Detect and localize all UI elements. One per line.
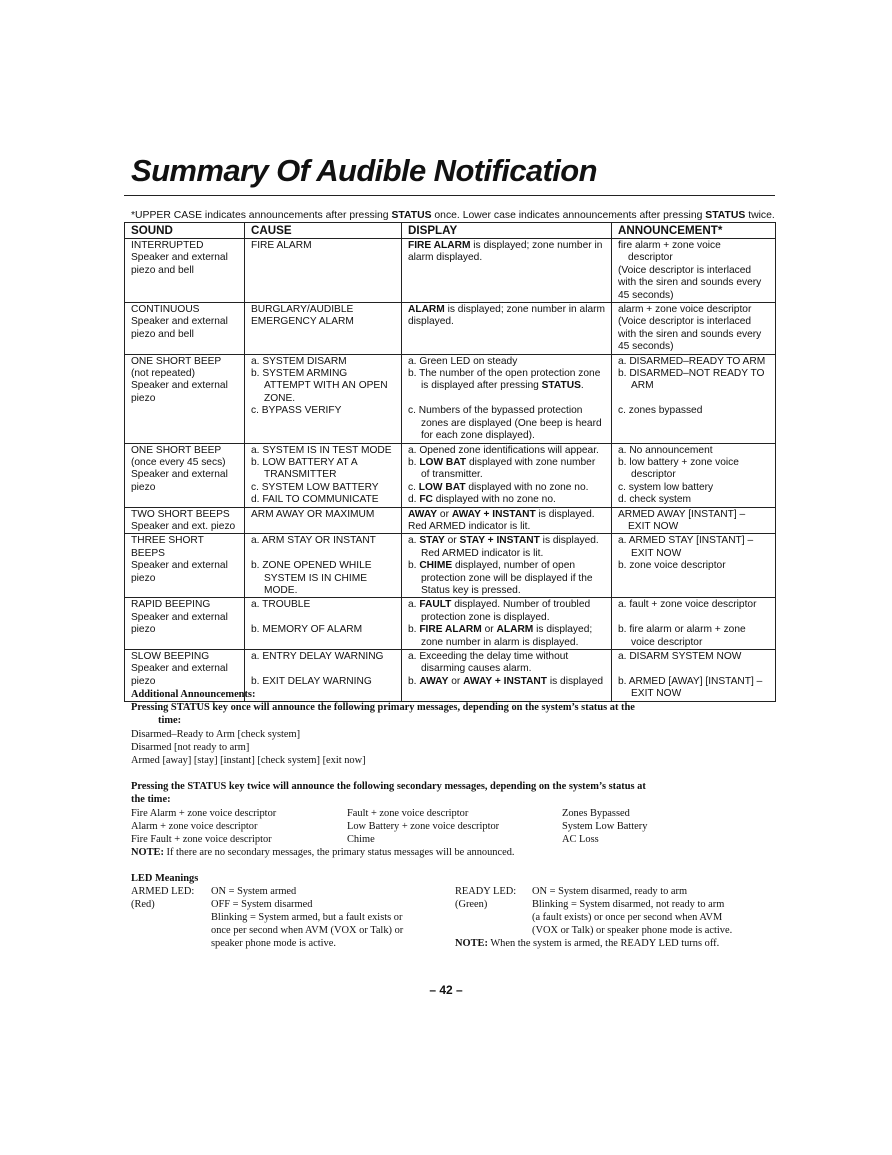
cell-line: Speaker and external bbox=[131, 560, 228, 572]
cell-line: b. EXIT DELAY WARNING bbox=[251, 675, 372, 687]
cell-cause bbox=[245, 534, 402, 598]
cell-line: piezo bbox=[131, 392, 156, 404]
cell-cause bbox=[245, 239, 402, 303]
cell-line: alarm + zone voice descriptor (Voice descriptor is interlaced with the siren and sounds every 45 seconds) bbox=[618, 304, 762, 353]
armed-led-line: ON = System armed bbox=[211, 886, 297, 897]
cell-line: b. SYSTEM ARMING ATTEMPT WITH AN OPEN ZONE. bbox=[251, 368, 388, 404]
cell-line: c. Numbers of the bypassed protection zones are displayed (One beep is heard for each zone displayed). bbox=[408, 405, 602, 442]
cell-line: BURGLARY/AUDIBLE EMERGENCY ALARM bbox=[251, 304, 354, 328]
ready-led-label: READY LED: bbox=[455, 886, 517, 897]
cell-sound bbox=[125, 443, 245, 507]
cell-cause bbox=[245, 598, 402, 650]
upper-case-note: *UPPER CASE indicates announcements after pressing STATUS once. Lower case indicates announcements after pressing STATUS twice. bbox=[131, 210, 775, 221]
audible-notification-table bbox=[124, 222, 776, 702]
cell-line: a. FAULT displayed. Number of troubled protection zone is displayed. bbox=[408, 599, 591, 623]
table-row bbox=[125, 354, 776, 443]
cell-line: BEEPS bbox=[131, 547, 165, 559]
cell-display bbox=[402, 443, 612, 507]
cell-sound bbox=[125, 507, 245, 534]
armed-led-color: (Red) bbox=[131, 899, 155, 910]
armed-led-label: ARMED LED: bbox=[131, 886, 195, 897]
led-heading: LED Meanings bbox=[131, 873, 199, 884]
note-label: NOTE: bbox=[455, 938, 488, 949]
cell-spacer bbox=[618, 393, 770, 405]
cell-line: b. CHIME displayed, number of open protection zone will be displayed if the Status key is pressed. bbox=[408, 560, 593, 596]
cell-line: (once every 45 secs) bbox=[131, 456, 226, 468]
column-header-announcement: ANNOUNCEMENT* bbox=[612, 223, 776, 239]
cell-spacer bbox=[251, 548, 396, 560]
armed-led-line: speaker phone mode is active. bbox=[211, 938, 336, 949]
primary-intro-cont: time: bbox=[158, 715, 182, 726]
cell-line: a. Opened zone identifications will appear. bbox=[408, 444, 599, 456]
cell-line: piezo and bell bbox=[131, 328, 194, 340]
primary-item: Armed [away] [stay] [instant] [check system] [exit now] bbox=[131, 755, 366, 766]
cell-announcement bbox=[612, 534, 776, 598]
ready-led-line: Blinking = System disarmed, not ready to arm bbox=[532, 899, 725, 910]
table-row bbox=[125, 443, 776, 507]
cell-display bbox=[402, 354, 612, 443]
cell-spacer bbox=[251, 612, 396, 624]
cell-line: a. SYSTEM DISARM bbox=[251, 355, 347, 367]
table-header-row bbox=[125, 223, 776, 239]
cell-display bbox=[402, 534, 612, 598]
table-row bbox=[125, 507, 776, 534]
cell-line: ALARM is displayed; zone number in alarm displayed. bbox=[408, 304, 606, 328]
note-text: When the system is armed, the READY LED turns off. bbox=[487, 938, 720, 949]
cell-line: ARMED AWAY [INSTANT] – bbox=[618, 508, 746, 520]
cell-spacer bbox=[618, 612, 770, 624]
primary-intro: Pressing STATUS key once will announce the following primary messages, depending on the system’s status at the bbox=[131, 702, 635, 713]
ready-led-line: (VOX or Talk) or speaker phone mode is active. bbox=[532, 925, 733, 936]
secondary-item: Fire Fault + zone voice descriptor bbox=[131, 834, 272, 845]
cell-display bbox=[402, 598, 612, 650]
cell-line: FIRE ALARM is displayed; zone number in alarm displayed. bbox=[408, 240, 603, 264]
cell-cause bbox=[245, 354, 402, 443]
secondary-item: Fault + zone voice descriptor bbox=[347, 808, 469, 819]
secondary-intro: Pressing the STATUS key twice will announce the following secondary messages, depending on the system’s status at bbox=[131, 781, 646, 792]
cell-line: fire alarm + zone voice bbox=[618, 240, 721, 251]
cell-line: FIRE ALARM bbox=[251, 240, 312, 251]
cell-line: (not repeated) bbox=[131, 368, 195, 380]
cell-display bbox=[402, 303, 612, 355]
cell-line: c. LOW BAT displayed with no zone no. bbox=[408, 481, 589, 493]
cell-cause bbox=[245, 443, 402, 507]
secondary-item: Zones Bypassed bbox=[562, 808, 630, 819]
cell-cause bbox=[245, 303, 402, 355]
cell-line: piezo and bell bbox=[131, 264, 194, 276]
note-label: NOTE: bbox=[131, 847, 164, 858]
cell-announcement bbox=[612, 239, 776, 303]
cell-line: piezo bbox=[131, 572, 156, 584]
cell-line: a. STAY or STAY + INSTANT is displayed. Red ARMED indicator is lit. bbox=[408, 535, 599, 559]
cell-line: Speaker and external bbox=[131, 469, 228, 481]
cell-announcement bbox=[612, 443, 776, 507]
cell-line: piezo bbox=[131, 675, 156, 687]
cell-line: b. AWAY or AWAY + INSTANT is displayed bbox=[408, 675, 604, 687]
cell-line: Speaker and external bbox=[131, 380, 228, 392]
cell-line: piezo bbox=[131, 624, 156, 636]
cell-line: b. zone voice descriptor bbox=[618, 560, 726, 572]
ready-led-line: ON = System disarmed, ready to arm bbox=[532, 886, 688, 897]
cell-announcement bbox=[612, 354, 776, 443]
cell-line: ONE SHORT BEEP bbox=[131, 444, 222, 456]
cell-line: INTERRUPTED bbox=[131, 240, 204, 251]
ready-led-note bbox=[455, 937, 719, 950]
additional-heading: Additional Announcements: bbox=[131, 689, 256, 700]
cell-line: d. FAIL TO COMMUNICATE bbox=[251, 494, 379, 506]
cell-sound bbox=[125, 354, 245, 443]
table-row bbox=[125, 303, 776, 355]
cell-line: SLOW BEEPING bbox=[131, 651, 210, 662]
cell-spacer bbox=[251, 663, 396, 675]
cell-line: a. DISARMED–READY TO ARM bbox=[618, 355, 766, 367]
cell-announcement bbox=[612, 650, 776, 702]
cell-line: descriptor bbox=[628, 252, 673, 264]
cell-line: AWAY or AWAY + INSTANT is displayed. Red ARMED indicator is lit. bbox=[408, 508, 595, 532]
cell-line: EXIT NOW bbox=[628, 520, 679, 532]
cell-line: b. ZONE OPENED WHILE SYSTEM IS IN CHIME MODE. bbox=[251, 560, 372, 596]
column-header-display: DISPLAY bbox=[402, 223, 612, 239]
secondary-item: System Low Battery bbox=[562, 821, 648, 832]
cell-line: c. system low battery bbox=[618, 481, 714, 493]
cell-line: ARM AWAY OR MAXIMUM bbox=[251, 508, 375, 520]
ready-led-line: (a fault exists) or once per second when AVM bbox=[532, 912, 723, 923]
cell-line: Speaker and external bbox=[131, 663, 228, 675]
cell-sound bbox=[125, 598, 245, 650]
armed-led-line: OFF = System disarmed bbox=[211, 899, 313, 910]
cell-line: a. Exceeding the delay time without disarming causes alarm. bbox=[408, 651, 569, 675]
cell-line: c. BYPASS VERIFY bbox=[251, 405, 342, 417]
cell-line: b. MEMORY OF ALARM bbox=[251, 624, 363, 636]
cell-line: Speaker and external bbox=[131, 252, 228, 264]
cell-line: Speaker and ext. piezo bbox=[131, 520, 236, 532]
cell-line: a. ARM STAY OR INSTANT bbox=[251, 535, 376, 547]
cell-cause bbox=[245, 650, 402, 702]
cell-sound bbox=[125, 534, 245, 598]
column-header-cause: CAUSE bbox=[245, 223, 402, 239]
column-header-sound: SOUND bbox=[125, 223, 245, 239]
cell-line: b. DISARMED–NOT READY TO ARM bbox=[618, 368, 765, 392]
table-row bbox=[125, 534, 776, 598]
cell-line: a. ARMED STAY [INSTANT] – EXIT NOW bbox=[618, 535, 754, 559]
cell-line: a. fault + zone voice descriptor bbox=[618, 599, 757, 611]
cell-line: RAPID BEEPING bbox=[131, 599, 211, 611]
cell-line: ONE SHORT BEEP bbox=[131, 355, 222, 367]
cell-line: d. FC displayed with no zone no. bbox=[408, 494, 556, 506]
cell-line: Speaker and external bbox=[131, 611, 228, 623]
cell-display bbox=[402, 650, 612, 702]
cell-line: b. fire alarm or alarm + zone voice descriptor bbox=[618, 624, 746, 648]
cell-line: a. Green LED on steady bbox=[408, 355, 518, 367]
cell-line: c. zones bypassed bbox=[618, 405, 703, 417]
secondary-item: Chime bbox=[347, 834, 375, 845]
cell-line: b. The number of the open protection zone is displayed after pressing STATUS. bbox=[408, 368, 601, 392]
cell-line: b. FIRE ALARM or ALARM is displayed; zone number in alarm is displayed. bbox=[408, 624, 593, 648]
cell-sound bbox=[125, 239, 245, 303]
cell-display bbox=[402, 239, 612, 303]
cell-line: c. SYSTEM LOW BATTERY bbox=[251, 481, 379, 493]
cell-announcement bbox=[612, 598, 776, 650]
table-row bbox=[125, 598, 776, 650]
cell-line: a. SYSTEM IS IN TEST MODE bbox=[251, 444, 392, 456]
cell-line: a. ENTRY DELAY WARNING bbox=[251, 651, 384, 662]
page-number: – 42 – bbox=[429, 983, 463, 997]
cell-line: d. check system bbox=[618, 494, 692, 506]
armed-led-line: once per second when AVM (VOX or Talk) or bbox=[211, 925, 404, 936]
title-rule bbox=[124, 195, 775, 196]
page-title: Summary Of Audible Notification bbox=[131, 153, 597, 188]
primary-item: Disarmed–Ready to Arm [check system] bbox=[131, 729, 301, 740]
ready-led-color: (Green) bbox=[455, 899, 488, 910]
cell-line: b. low battery + zone voice descriptor bbox=[618, 456, 739, 481]
cell-sound bbox=[125, 303, 245, 355]
cell-display bbox=[402, 507, 612, 534]
cell-line: a. DISARM SYSTEM NOW bbox=[618, 651, 742, 662]
secondary-note bbox=[131, 846, 515, 859]
secondary-item: Fire Alarm + zone voice descriptor bbox=[131, 808, 277, 819]
secondary-item: Alarm + zone voice descriptor bbox=[131, 821, 258, 832]
cell-line: b. LOW BAT displayed with zone number of transmitter. bbox=[408, 456, 596, 481]
cell-line: CONTINUOUS bbox=[131, 304, 200, 316]
secondary-item: AC Loss bbox=[562, 834, 599, 845]
cell-line: TWO SHORT BEEPS bbox=[131, 508, 230, 520]
cell-line: b. ARMED [AWAY] [INSTANT] – EXIT NOW bbox=[618, 675, 763, 700]
cell-announcement bbox=[612, 303, 776, 355]
cell-cause bbox=[245, 507, 402, 534]
cell-line: piezo bbox=[131, 481, 156, 493]
secondary-intro-cont: the time: bbox=[131, 794, 171, 805]
table-row bbox=[125, 239, 776, 303]
cell-line: THREE SHORT bbox=[131, 535, 204, 547]
note-text: If there are no secondary messages, the primary status messages will be announced. bbox=[163, 847, 515, 858]
cell-announcement bbox=[612, 507, 776, 534]
cell-spacer bbox=[408, 393, 606, 405]
primary-item: Disarmed [not ready to arm] bbox=[131, 742, 250, 753]
cell-line: a. No announcement bbox=[618, 444, 713, 456]
armed-led-line: Blinking = System armed, but a fault exists or bbox=[211, 912, 403, 923]
cell-spacer bbox=[618, 663, 770, 675]
secondary-item: Low Battery + zone voice descriptor bbox=[347, 821, 500, 832]
cell-line: b. LOW BATTERY AT A TRANSMITTER bbox=[251, 456, 358, 481]
cell-line: (Voice descriptor is interlaced with the siren and sounds every 45 seconds) bbox=[618, 264, 762, 301]
cell-line: a. TROUBLE bbox=[251, 599, 311, 611]
cell-line: Speaker and external bbox=[131, 316, 228, 328]
